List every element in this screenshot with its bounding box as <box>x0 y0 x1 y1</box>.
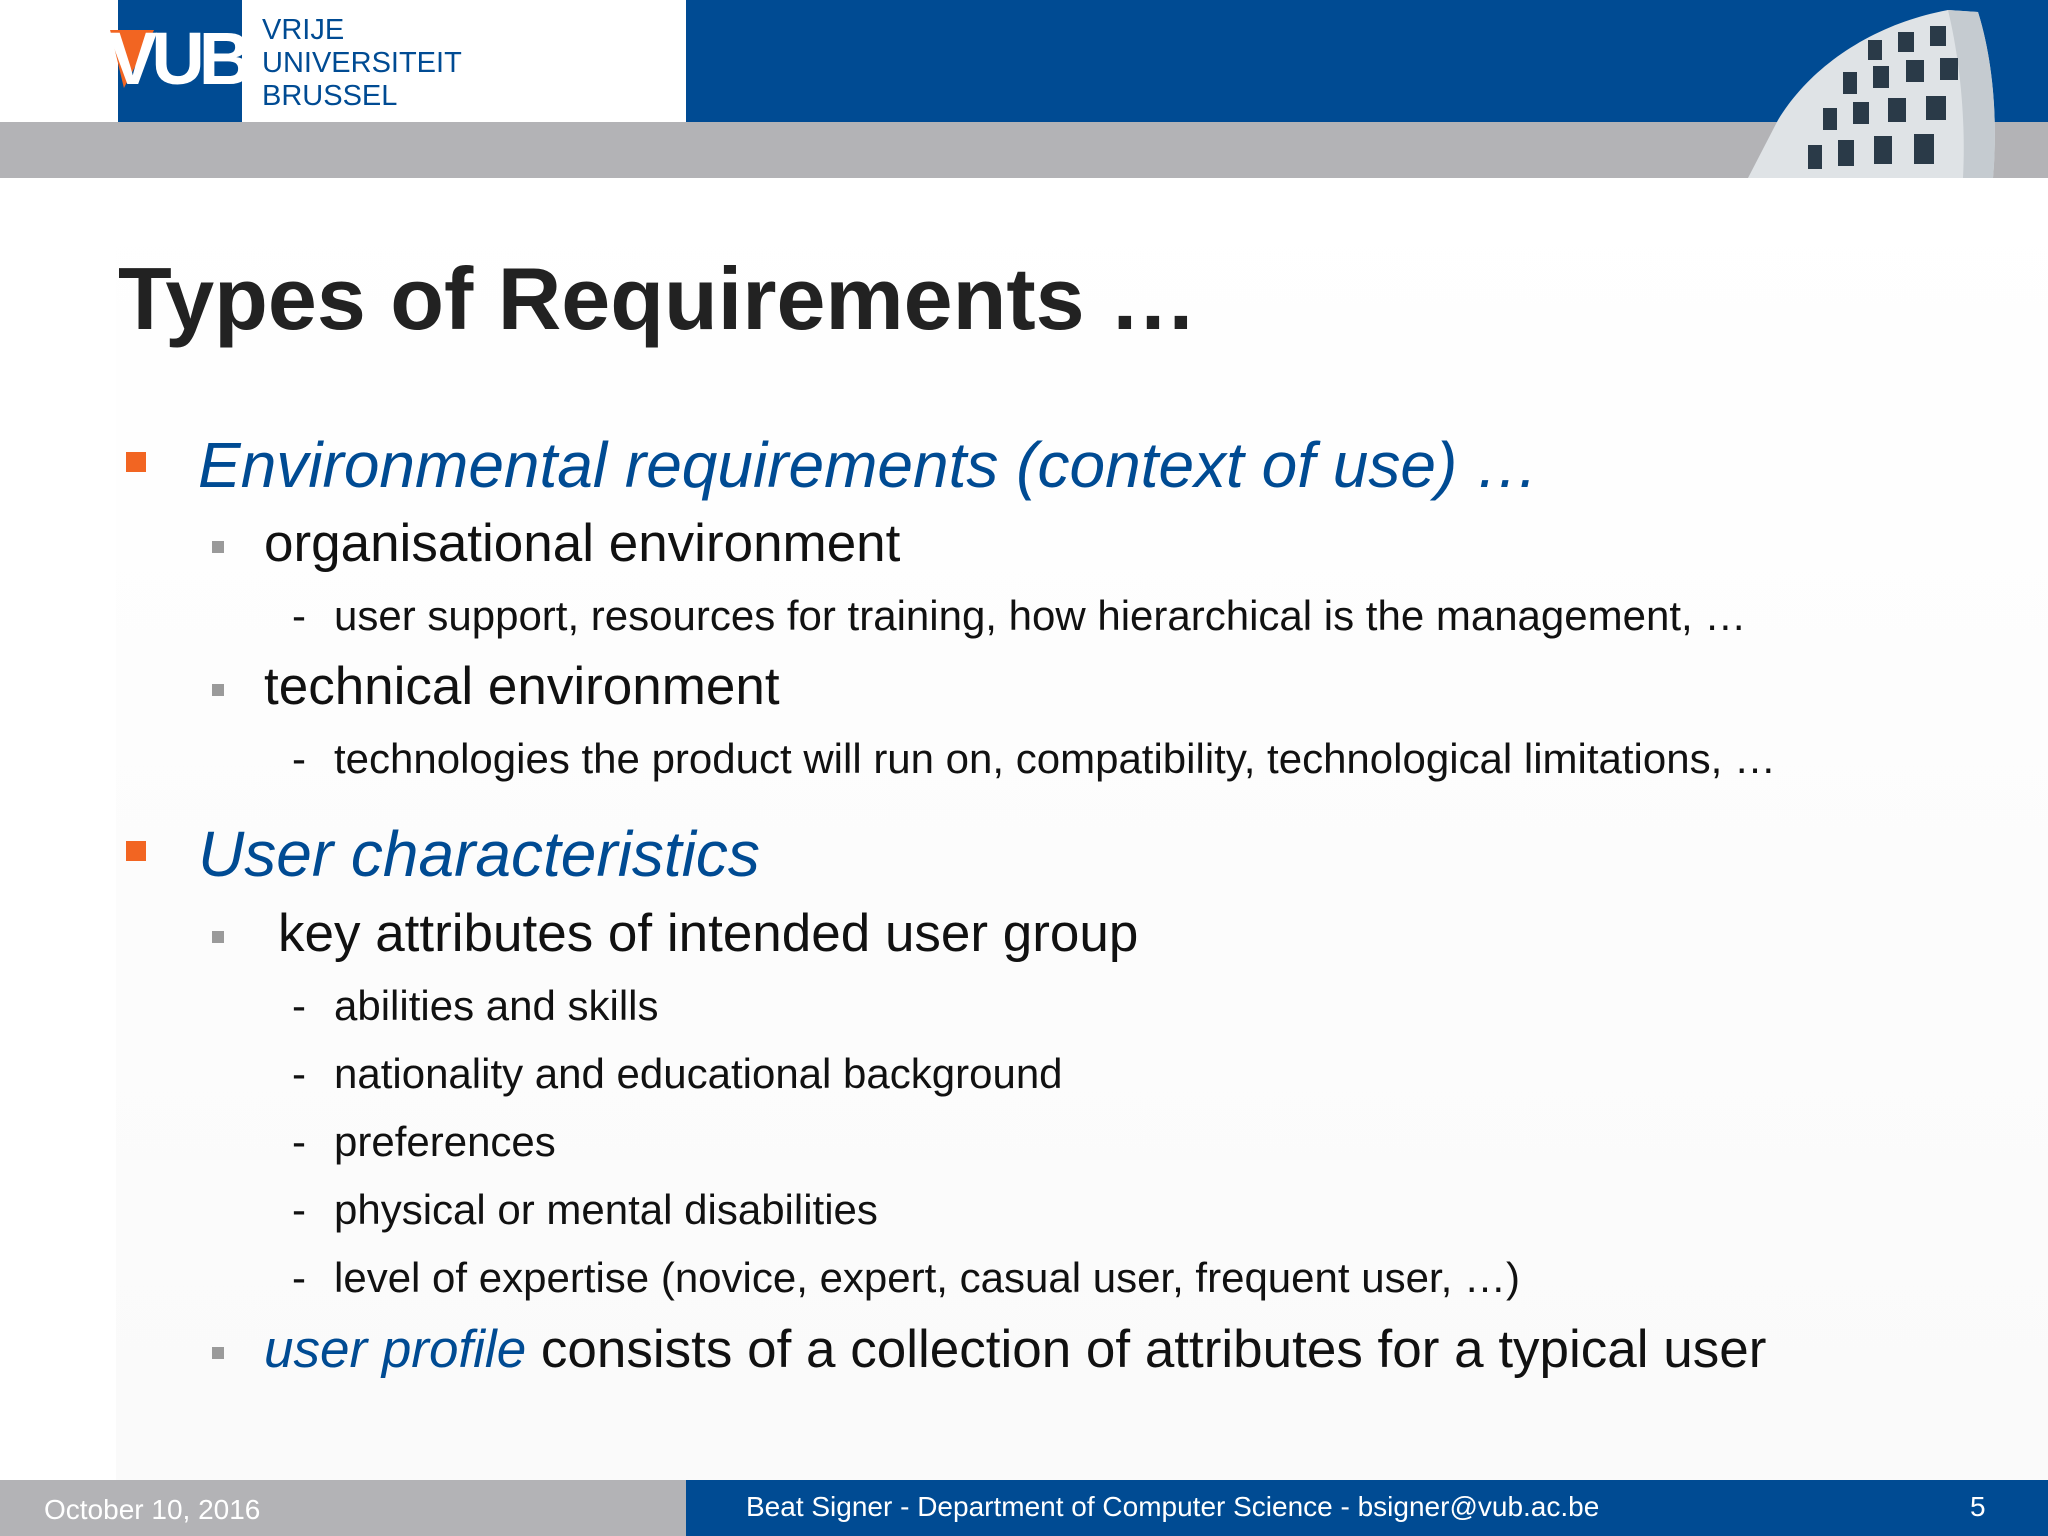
dash-marker: - <box>292 1118 306 1165</box>
section-heading: User characteristics <box>198 818 760 890</box>
logo-name <box>262 14 462 113</box>
sub-bullet-icon <box>212 541 224 553</box>
logo-name-line2: UNIVERSITEIT <box>262 47 462 79</box>
building-photo <box>1748 0 1998 178</box>
sub-bullet-icon <box>212 931 224 943</box>
dash-marker: - <box>292 735 306 782</box>
logo-name-line3: BRUSSEL <box>262 80 398 112</box>
sub-bullet-icon <box>212 1347 224 1359</box>
footer-date: October 10, 2016 <box>44 1494 261 1525</box>
list-item-detail: preferences <box>334 1118 556 1165</box>
bullet-square-icon <box>126 452 146 472</box>
footer-author: Beat Signer - Department of Computer Science - bsigner@vub.ac.be <box>746 1491 1600 1522</box>
list-item-detail: abilities and skills <box>334 982 659 1029</box>
list-item: technical environment <box>264 657 780 716</box>
list-item-detail: nationality and educational background <box>334 1050 1063 1097</box>
list-item: organisational environment <box>264 514 901 573</box>
bullet-square-icon <box>126 841 146 861</box>
logo-abbrev: VUB <box>108 17 247 100</box>
logo-name-line1: VRIJE <box>262 14 345 46</box>
section-heading: Environmental requirements (context of use) … <box>198 429 1540 501</box>
dash-marker: - <box>292 1186 306 1233</box>
list-item-detail: technologies the product will run on, compatibility, technological limitations, … <box>334 735 1776 782</box>
list-item-rest: consists of a collection of attributes for a typical user <box>526 1320 1767 1379</box>
dash-marker: - <box>292 592 306 639</box>
header-grey-band <box>0 122 2048 178</box>
emphasis-term: user profile <box>264 1320 527 1379</box>
list-item-detail: level of expertise (novice, expert, casual user, frequent user, …) <box>334 1254 1520 1301</box>
dash-marker: - <box>292 1254 306 1301</box>
page-title: Types of Requirements … <box>118 249 1198 348</box>
sub-bullet-icon <box>212 684 224 696</box>
list-item <box>264 1319 1766 1380</box>
list-item: key attributes of intended user group <box>278 904 1139 963</box>
page-number: 5 <box>1970 1491 1986 1522</box>
list-item-detail: physical or mental disabilities <box>334 1186 878 1233</box>
dash-marker: - <box>292 982 306 1029</box>
dash-marker: - <box>292 1050 306 1097</box>
list-item-detail: user support, resources for training, how hierarchical is the management, … <box>334 592 1747 639</box>
